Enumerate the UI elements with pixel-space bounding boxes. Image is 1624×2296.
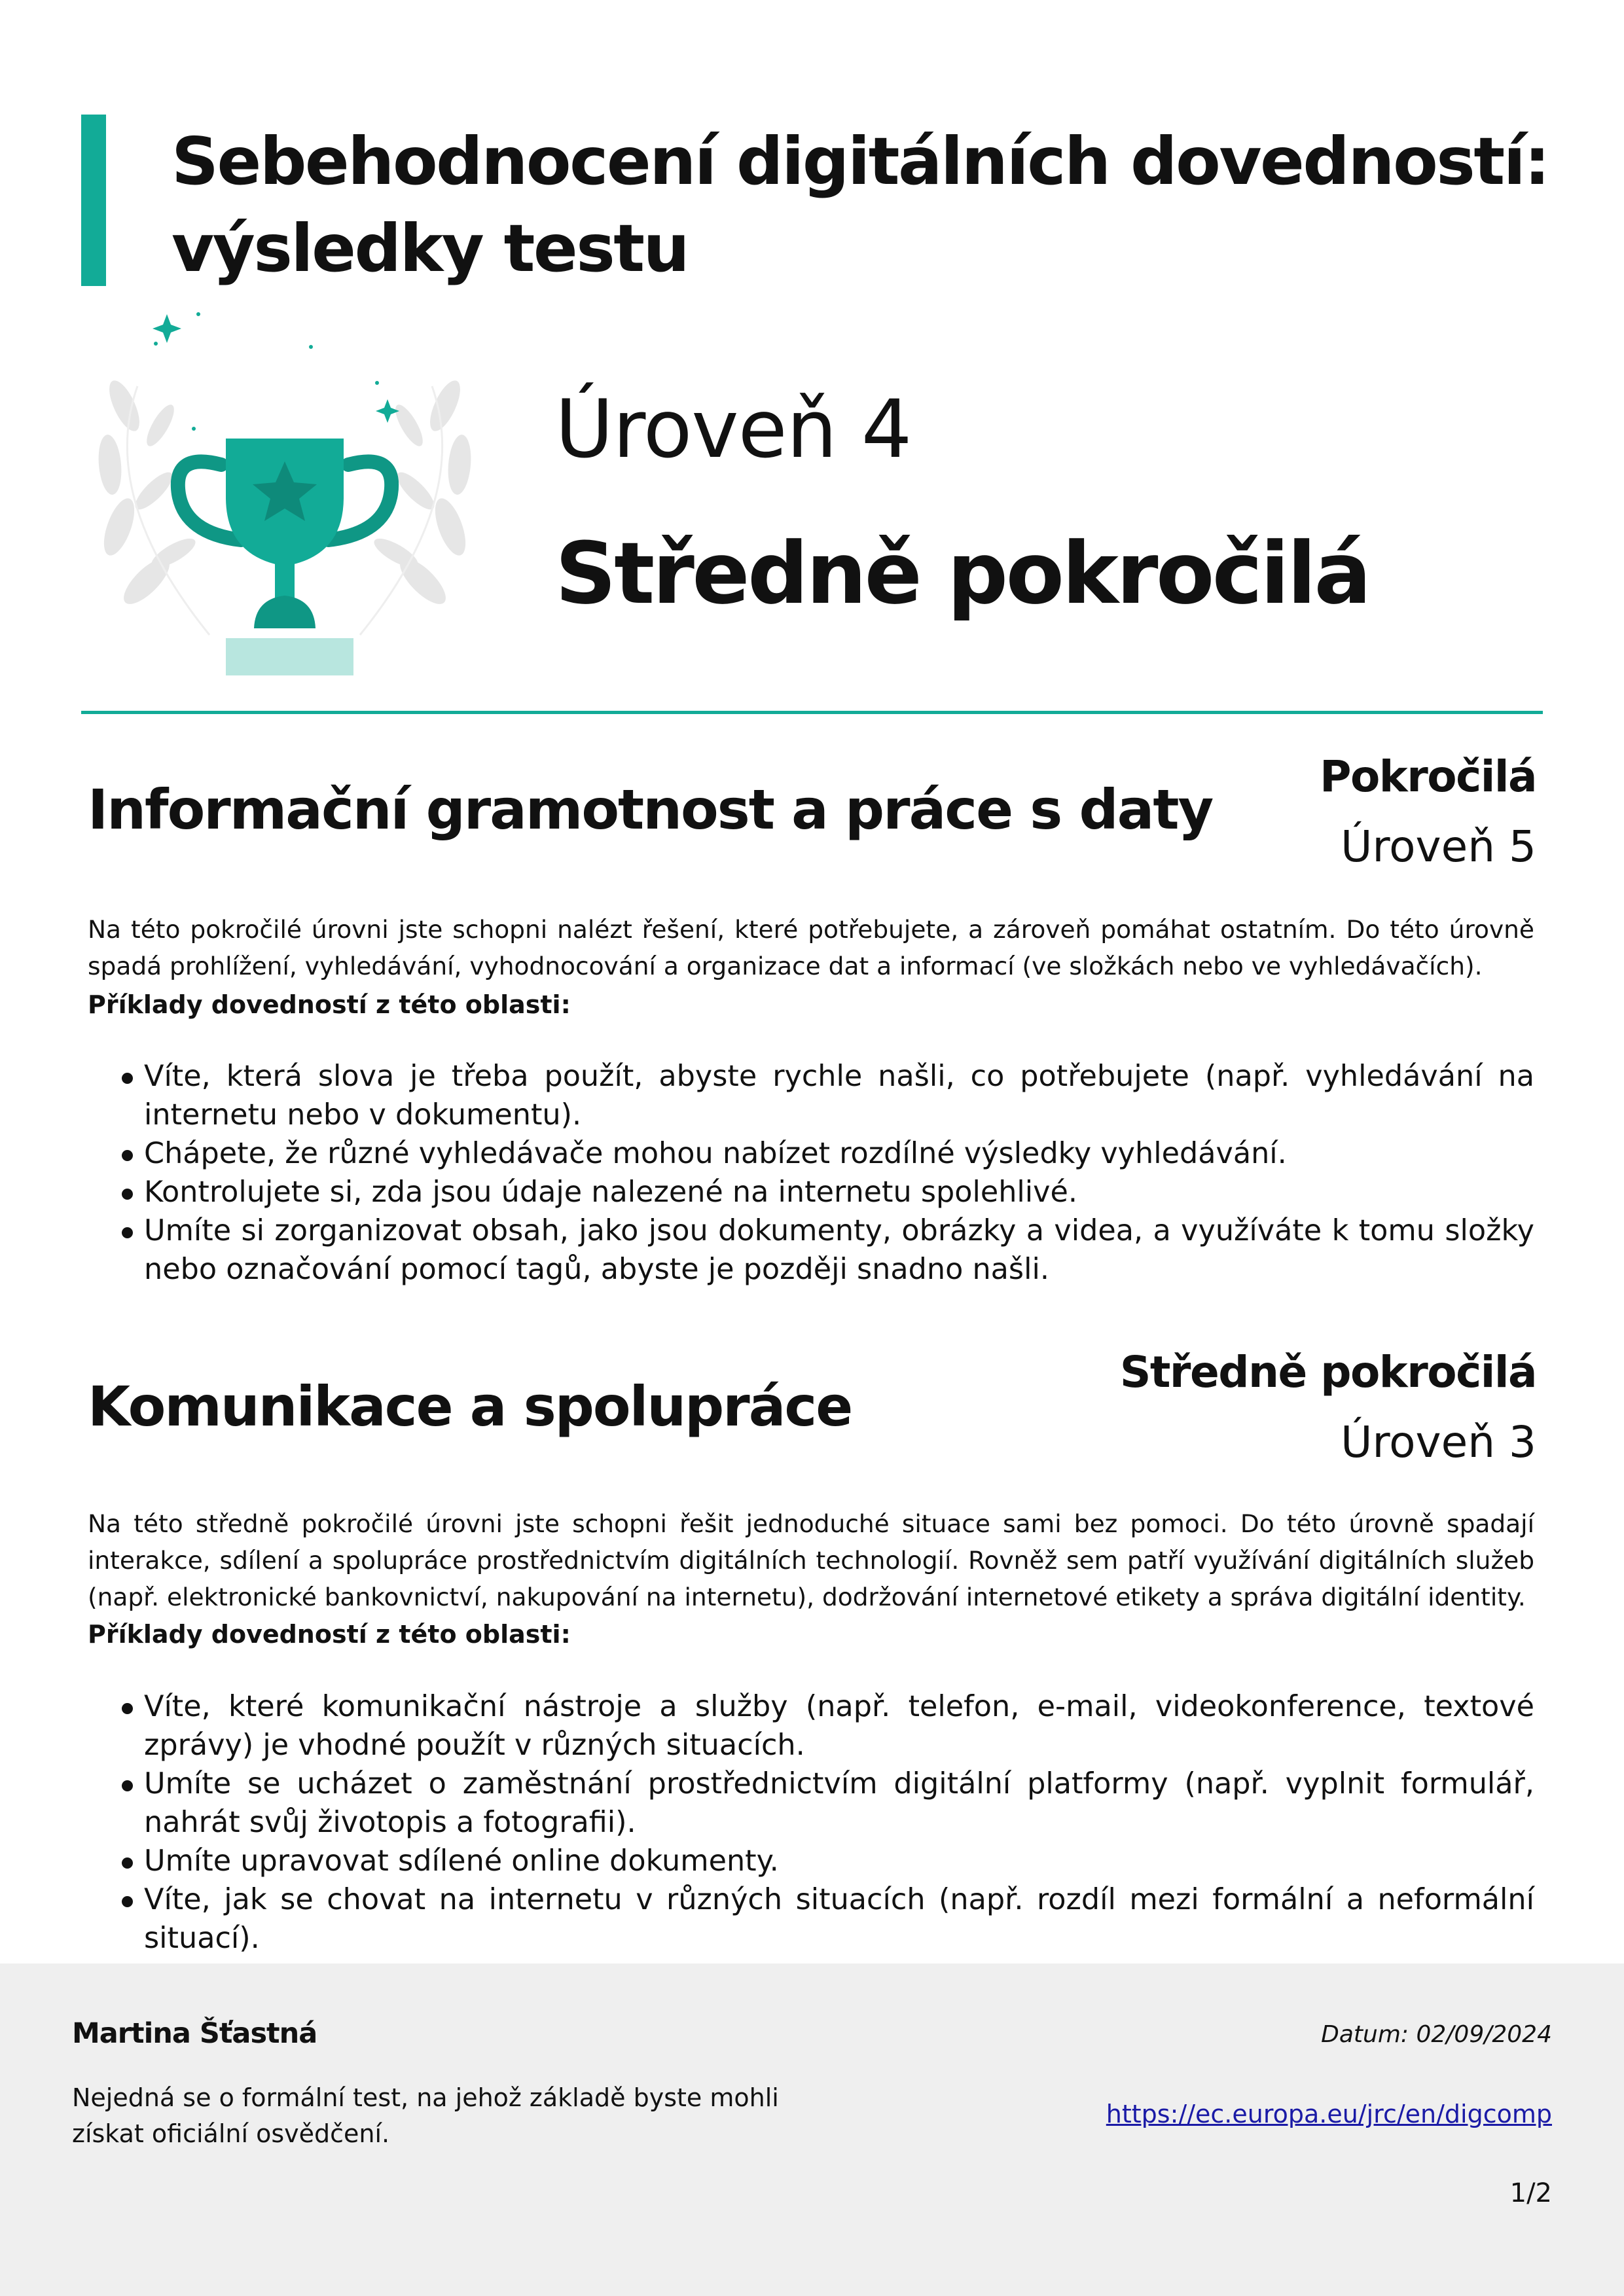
list-item: Víte, která slova je třeba použít, abyste rychle našli, co potřebujete (např. vyhledávání na internetu nebo v dokumentu). — [144, 1057, 1534, 1134]
section-level-label: Pokročilá — [1320, 751, 1536, 802]
page-title-line-1: Sebehodnocení digitálních dovedností: — [171, 123, 1549, 200]
divider — [81, 711, 1543, 714]
section-level-number: Úroveň 3 — [1341, 1417, 1536, 1467]
section-title: Informační gramotnost a práce s daty — [88, 778, 1213, 842]
user-name: Martina Šťastná — [72, 2017, 317, 2050]
page-number: 1/2 — [1509, 2178, 1552, 2208]
trophy-icon — [178, 439, 391, 675]
list-item: Víte, jak se chovat na internetu v různých situacích (např. rozdíl mezi formální a neformální situací). — [144, 1880, 1534, 1958]
examples-heading: Příklady dovedností z této oblasti: — [88, 1620, 571, 1649]
list-item: Kontrolujete si, zda jsou údaje nalezené na internetu spolehlivé. — [144, 1173, 1534, 1211]
digcomp-link[interactable]: https://ec.europa.eu/jrc/en/digcomp — [1106, 2100, 1552, 2128]
page-title-line-2: výsledky testu — [171, 210, 689, 287]
list-item: Umíte si zorganizovat obsah, jako jsou dokumenty, obrázky a videa, a využíváte k tomu složky nebo označování pomocí tagů, abyste je později snadno našli. — [144, 1211, 1534, 1289]
section-level-badge — [1320, 751, 1536, 872]
section-level-badge — [1120, 1347, 1536, 1467]
section-level-label: Středně pokročilá — [1119, 1347, 1536, 1397]
disclaimer-note: Nejedná se o formální test, na jehož základě byste mohli získat oficiální osvědčení. — [72, 2083, 779, 2148]
test-date: Datum: 02/09/2024 — [1321, 2021, 1552, 2048]
section-description: Na této středně pokročilé úrovni jste schopni řešit jednoduché situace sami bez pomoci. Do této úrovně spadají interakce, sdílení a spolupráce prostřednictvím digitálních technologií. Rovněž sem patří využívání digitálních služeb (např. elektronické bankovnictví, nakupování na internetu), dodržování internetové etikety a správa digitální identity. — [88, 1509, 1534, 1611]
section-title: Komunikace a spolupráce — [88, 1374, 852, 1439]
examples-heading: Příklady dovedností z této oblasti: — [88, 990, 571, 1019]
sparkle-icon — [153, 312, 399, 431]
list-item: Umíte upravovat sdílené online dokumenty. — [144, 1842, 1534, 1880]
list-item: Víte, které komunikační nástroje a služby (např. telefon, e-mail, videokonference, textové zprávy) je vhodné použít v různých situacích. — [144, 1687, 1534, 1765]
overall-level: Úroveň 4 — [555, 383, 912, 476]
list-item: Umíte se ucházet o zaměstnání prostřednictvím digitální platformy (např. vyplnit formulář, nahrát svůj životopis a fotografii). — [144, 1765, 1534, 1842]
list-item: Chápete, že různé vyhledávače mohou nabízet rozdílné výsledky vyhledávání. — [144, 1134, 1534, 1173]
title-accent-bar — [81, 115, 106, 286]
page-title — [171, 118, 1549, 292]
examples-list — [144, 1687, 1534, 1958]
overall-level-name: Středně pokročilá — [555, 524, 1369, 623]
section-level-number: Úroveň 5 — [1341, 821, 1536, 872]
section-description: Na této pokročilé úrovni jste schopni nalézt řešení, které potřebujete, a zároveň pomáhat ostatním. Do této úrovně spadá prohlížení, vyhledávání, vyhodnocování a organizace dat a informací (ve složkách nebo ve vyhledávačích). — [88, 915, 1534, 980]
examples-list — [144, 1057, 1534, 1289]
trophy-illustration — [79, 301, 497, 694]
